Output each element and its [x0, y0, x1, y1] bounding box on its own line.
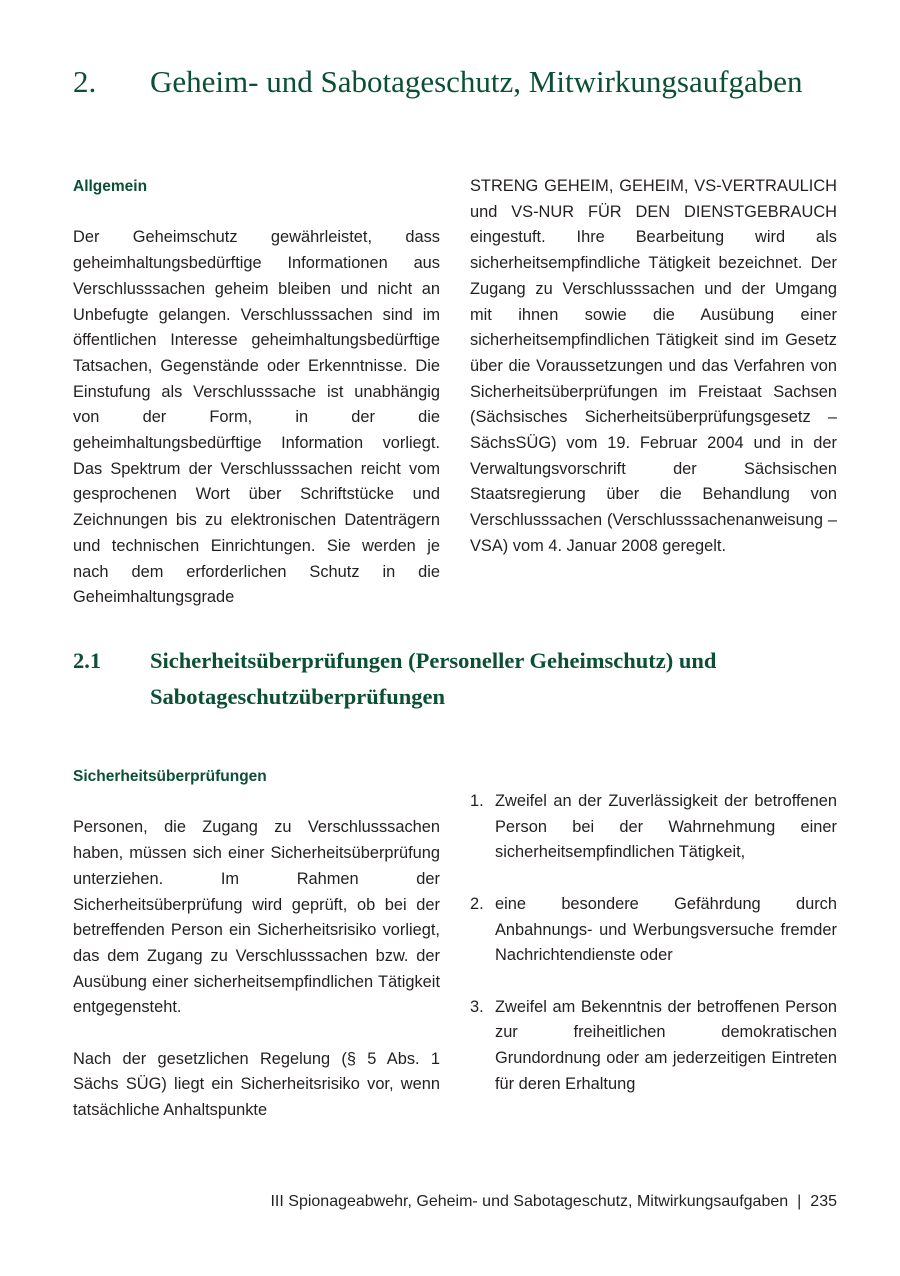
list-item-number: 1.	[470, 792, 484, 810]
list-item	[470, 789, 837, 866]
sicherheitsrisiko-list	[470, 789, 837, 1097]
chapter-number: 2.	[73, 64, 97, 99]
subheading-allgemein: Allgemein	[73, 178, 148, 195]
list-item-text: Zweifel an der Zuverlässigkeit der betroffenen Person bei der Wahrnehmung einer sicherheitsempfindlichen Tätigkeit,	[495, 792, 837, 862]
chapter-title: Geheim- und Sabotageschutz, Mitwirkungsaufgaben	[150, 64, 803, 99]
list-item	[470, 892, 837, 969]
page-number: 235	[810, 1193, 837, 1210]
chapter-heading	[73, 64, 863, 100]
running-title: III Spionageabwehr, Geheim- und Sabotageschutz, Mitwirkungsaufgaben	[270, 1193, 789, 1210]
section-number: 2.1	[73, 648, 102, 673]
section-title: Sicherheitsüberprüfungen (Personeller Geheimschutz) und Sabotageschutzüberprüfungen	[150, 648, 717, 709]
paragraph-zugang: Personen, die Zugang zu Verschlusssachen haben, müssen sich einer Sicherheitsüberprüfung unterziehen. Im Rahmen der Sicherheitsüberprüfung wird geprüft, ob bei der betreffenden Person ein Sicherheitsrisiko vorliegt, das dem Zugang zu Verschlusssachen bzw. der Ausübung einer sicherheitsempfindlichen Tätigkeit entgegensteht.	[73, 818, 440, 1017]
allgemein-left-column	[73, 174, 440, 611]
list-item-number: 2.	[470, 894, 484, 913]
list-item-text: eine besondere Gefährdung durch Anbahnungs- und Werbungsversuche fremder Nachrichtendienste oder	[495, 894, 837, 965]
footer-separator: |	[797, 1193, 802, 1210]
section-2-1-left-column	[73, 764, 440, 1124]
list-item-number: 3.	[470, 997, 484, 1016]
section-heading-2-1	[73, 643, 863, 715]
list-item	[470, 995, 837, 1098]
allgemein-paragraph-left: Der Geheimschutz gewährleistet, dass geheimhaltungsbedürftige Informationen aus Verschlusssachen geheim bleiben und nicht an Unbefugte gelangen. Verschlusssachen sind im öffentlichen Interesse geheimhaltungsbedürftige Tatsachen, Gegenstände oder Erkenntnisse. Die Einstufung als Verschlusssache ist unabhängig von der Form, in der die geheimhaltungsbedürftige Information vorliegt. Das Spektrum der Verschlusssachen reicht vom gesprochenen Wort über Schriftstücke und Zeichnungen bis zu elektronischen Datenträgern und technischen Einrichtungen. Sie werden je nach dem erforderlichen Schutz in die Geheimhaltungsgrade	[73, 228, 440, 607]
page-footer	[270, 1193, 837, 1211]
subheading-sicherheitsueberpruefungen: Sicherheitsüberprüfungen	[73, 768, 267, 785]
allgemein-paragraph-right: STRENG GEHEIM, GEHEIM, VS-VERTRAULICH und VS-NUR FÜR DEN DIENSTGEBRAUCH eingestuft. Ihre Bearbeitung wird als sicherheitsempfindliche Tätigkeit bezeichnet. Der Zugang zu Verschlusssachen und der Umgang mit ihnen sowie die Ausübung einer sicherheitsempfindlichen Tätigkeit sind im Gesetz über die Voraussetzungen und das Verfahren von Sicherheitsüberprüfungen im Freistaat Sachsen (Sächsisches Sicherheitsüberprüfungsgesetz – SächsSÜG) vom 19. Februar 2004 und in der Verwaltungsvorschrift der Sächsischen Staatsregierung über die Behandlung von Verschlusssachen (Verschlusssachenanweisung – VSA) vom 4. Januar 2008 geregelt.	[470, 177, 837, 555]
allgemein-right-column	[470, 174, 837, 560]
section-2-1-right-column	[470, 789, 837, 1097]
paragraph-gesetzliche-regelung: Nach der gesetzlichen Regelung (§ 5 Abs. 1 Sächs SÜG) liegt ein Sicherheitsrisiko vor, wenn tatsächliche Anhaltspunkte	[73, 1049, 440, 1120]
list-item-text: Zweifel am Bekenntnis der betroffenen Person zur freiheitlichen demokratischen Grundordnung oder am jederzeitigen Eintreten für deren Erhaltung	[495, 997, 837, 1093]
